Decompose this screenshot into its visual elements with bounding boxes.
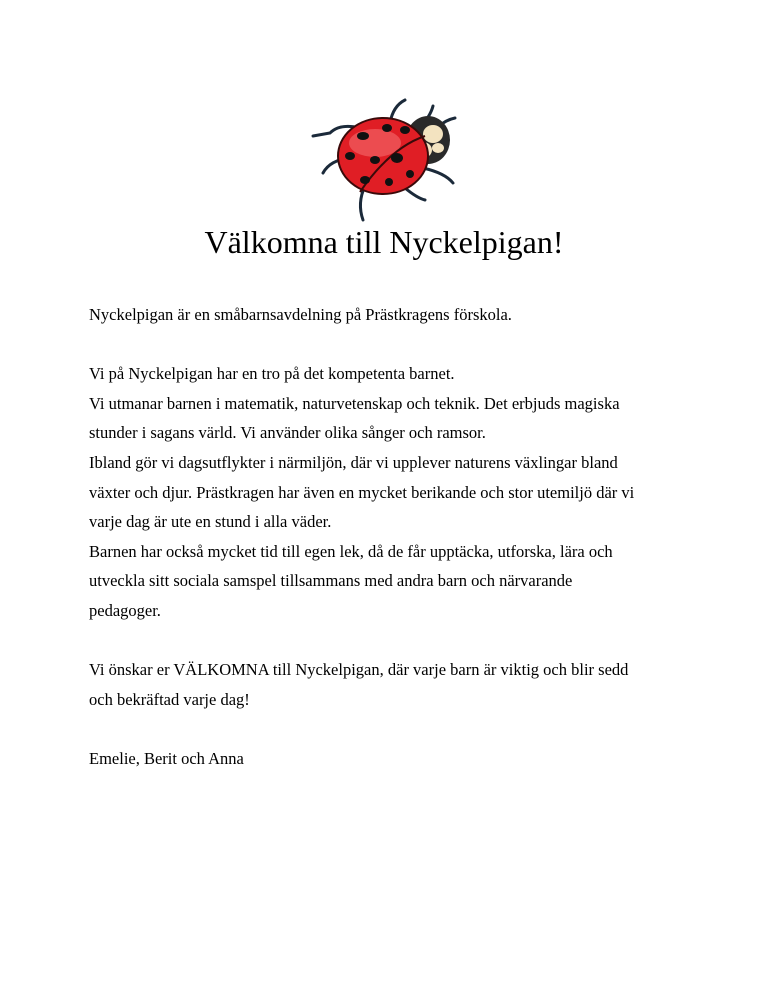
ladybug-icon — [305, 88, 465, 228]
body-line: Vi utmanar barnen i matematik, naturvetenskap och teknik. Det erbjuds magiska — [89, 393, 620, 413]
body-line: Barnen har också mycket tid till egen lek, då de får upptäcka, utforska, lära och — [89, 541, 613, 561]
signature: Emelie, Berit och Anna — [89, 748, 244, 768]
body-line: varje dag är ute en stund i alla väder. — [89, 512, 332, 532]
body-line: Ibland gör vi dagsutflykter i närmiljön, där vi upplever naturens växlingar bland — [89, 452, 618, 472]
page-title: Välkomna till Nyckelpigan! — [204, 224, 564, 260]
document-body — [89, 300, 689, 774]
intro-paragraph: Nyckelpigan är en småbarnsavdelning på Prästkragens förskola. — [89, 305, 512, 324]
welcome-line: Vi önskar er VÄLKOMNA till Nyckelpigan, där varje barn är viktig och blir sedd — [89, 660, 629, 680]
body-line: växter och djur. Prästkragen har även en mycket berikande och stor utemiljö där vi — [89, 482, 635, 502]
body-line: stunder i sagans värld. Vi använder olika sånger och ramsor. — [89, 423, 486, 443]
body-line: Vi på Nyckelpigan har en tro på det kompetenta barnet. — [89, 364, 455, 384]
body-line: pedagoger. — [89, 600, 161, 620]
welcome-line: och bekräftad varje dag! — [89, 689, 250, 709]
body-line: utveckla sitt sociala samspel tillsammans med andra barn och närvarande — [89, 571, 573, 591]
